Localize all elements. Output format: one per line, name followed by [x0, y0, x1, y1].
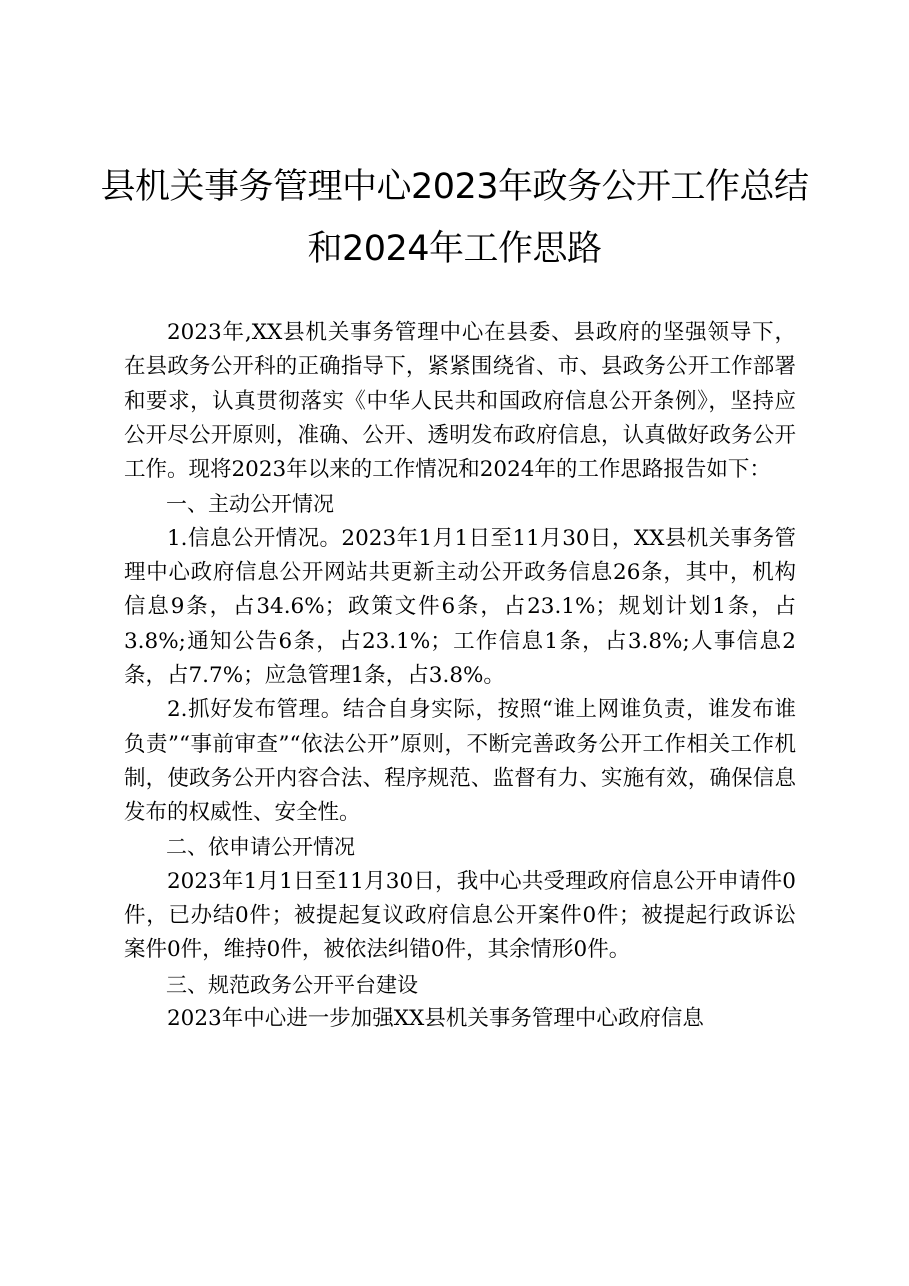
section-heading-disclosure-on-application: 二、依申请公开情况	[166, 835, 355, 860]
document-body	[124, 316, 796, 1036]
paragraph-platform-construction: 2023年中心进一步加强XX县机关事务管理中心政府信息	[167, 1005, 704, 1031]
document-title: 县机关事务管理中心2023年政务公开工作总结和2024年工作思路	[100, 167, 809, 269]
paragraph-application-stats: 2023年1月1日至11月30日，我中心共受理政府信息公开申请件0件，已办结0件；被提起复议政府信息公开案件0件；被提起行政诉讼案件0件，维持0件，被依法纠错0件，其余情形0件。	[124, 868, 796, 963]
intro-paragraph: 2023年,XX县机关事务管理中心在县委、县政府的坚强领导下，在县政务公开科的正确指导下，紧紧围绕省、市、县政务公开工作部署和要求，认真贯彻落实《中华人民共和国政府信息公开条例》，坚持应公开尽公开原则，准确、公开、透明发布政府信息，认真做好政务公开工作。现将2023年以来的工作情况和2024年的工作思路报告如下：	[124, 320, 796, 483]
section-heading-platform-construction: 三、规范政务公开平台建设	[166, 972, 418, 997]
section-heading-proactive-disclosure: 一、主动公开情况	[166, 492, 334, 517]
paragraph-release-management: 2.抓好发布管理。结合自身实际，按照“谁上网谁负责，谁发布谁负责”“事前审查”“依法公开”原则，不断完善政务公开工作相关工作机制，使政务公开内容合法、程序规范、监督有力、实施有效，确保信息发布的权威性、安全性。	[124, 697, 796, 826]
paragraph-information-disclosure: 1.信息公开情况。2023年1月1日至11月30日，XX县机关事务管理中心政府信息公开网站共更新主动公开政务信息26条，其中，机构信息9条，占34.6%；政策文件6条，占23.1%；规划计划1条，占3.8%;通知公告6条，占23.1%；工作信息1条，占3.8%;人事信息2条，占7.7%；应急管理1条，占3.8%。	[124, 525, 796, 688]
